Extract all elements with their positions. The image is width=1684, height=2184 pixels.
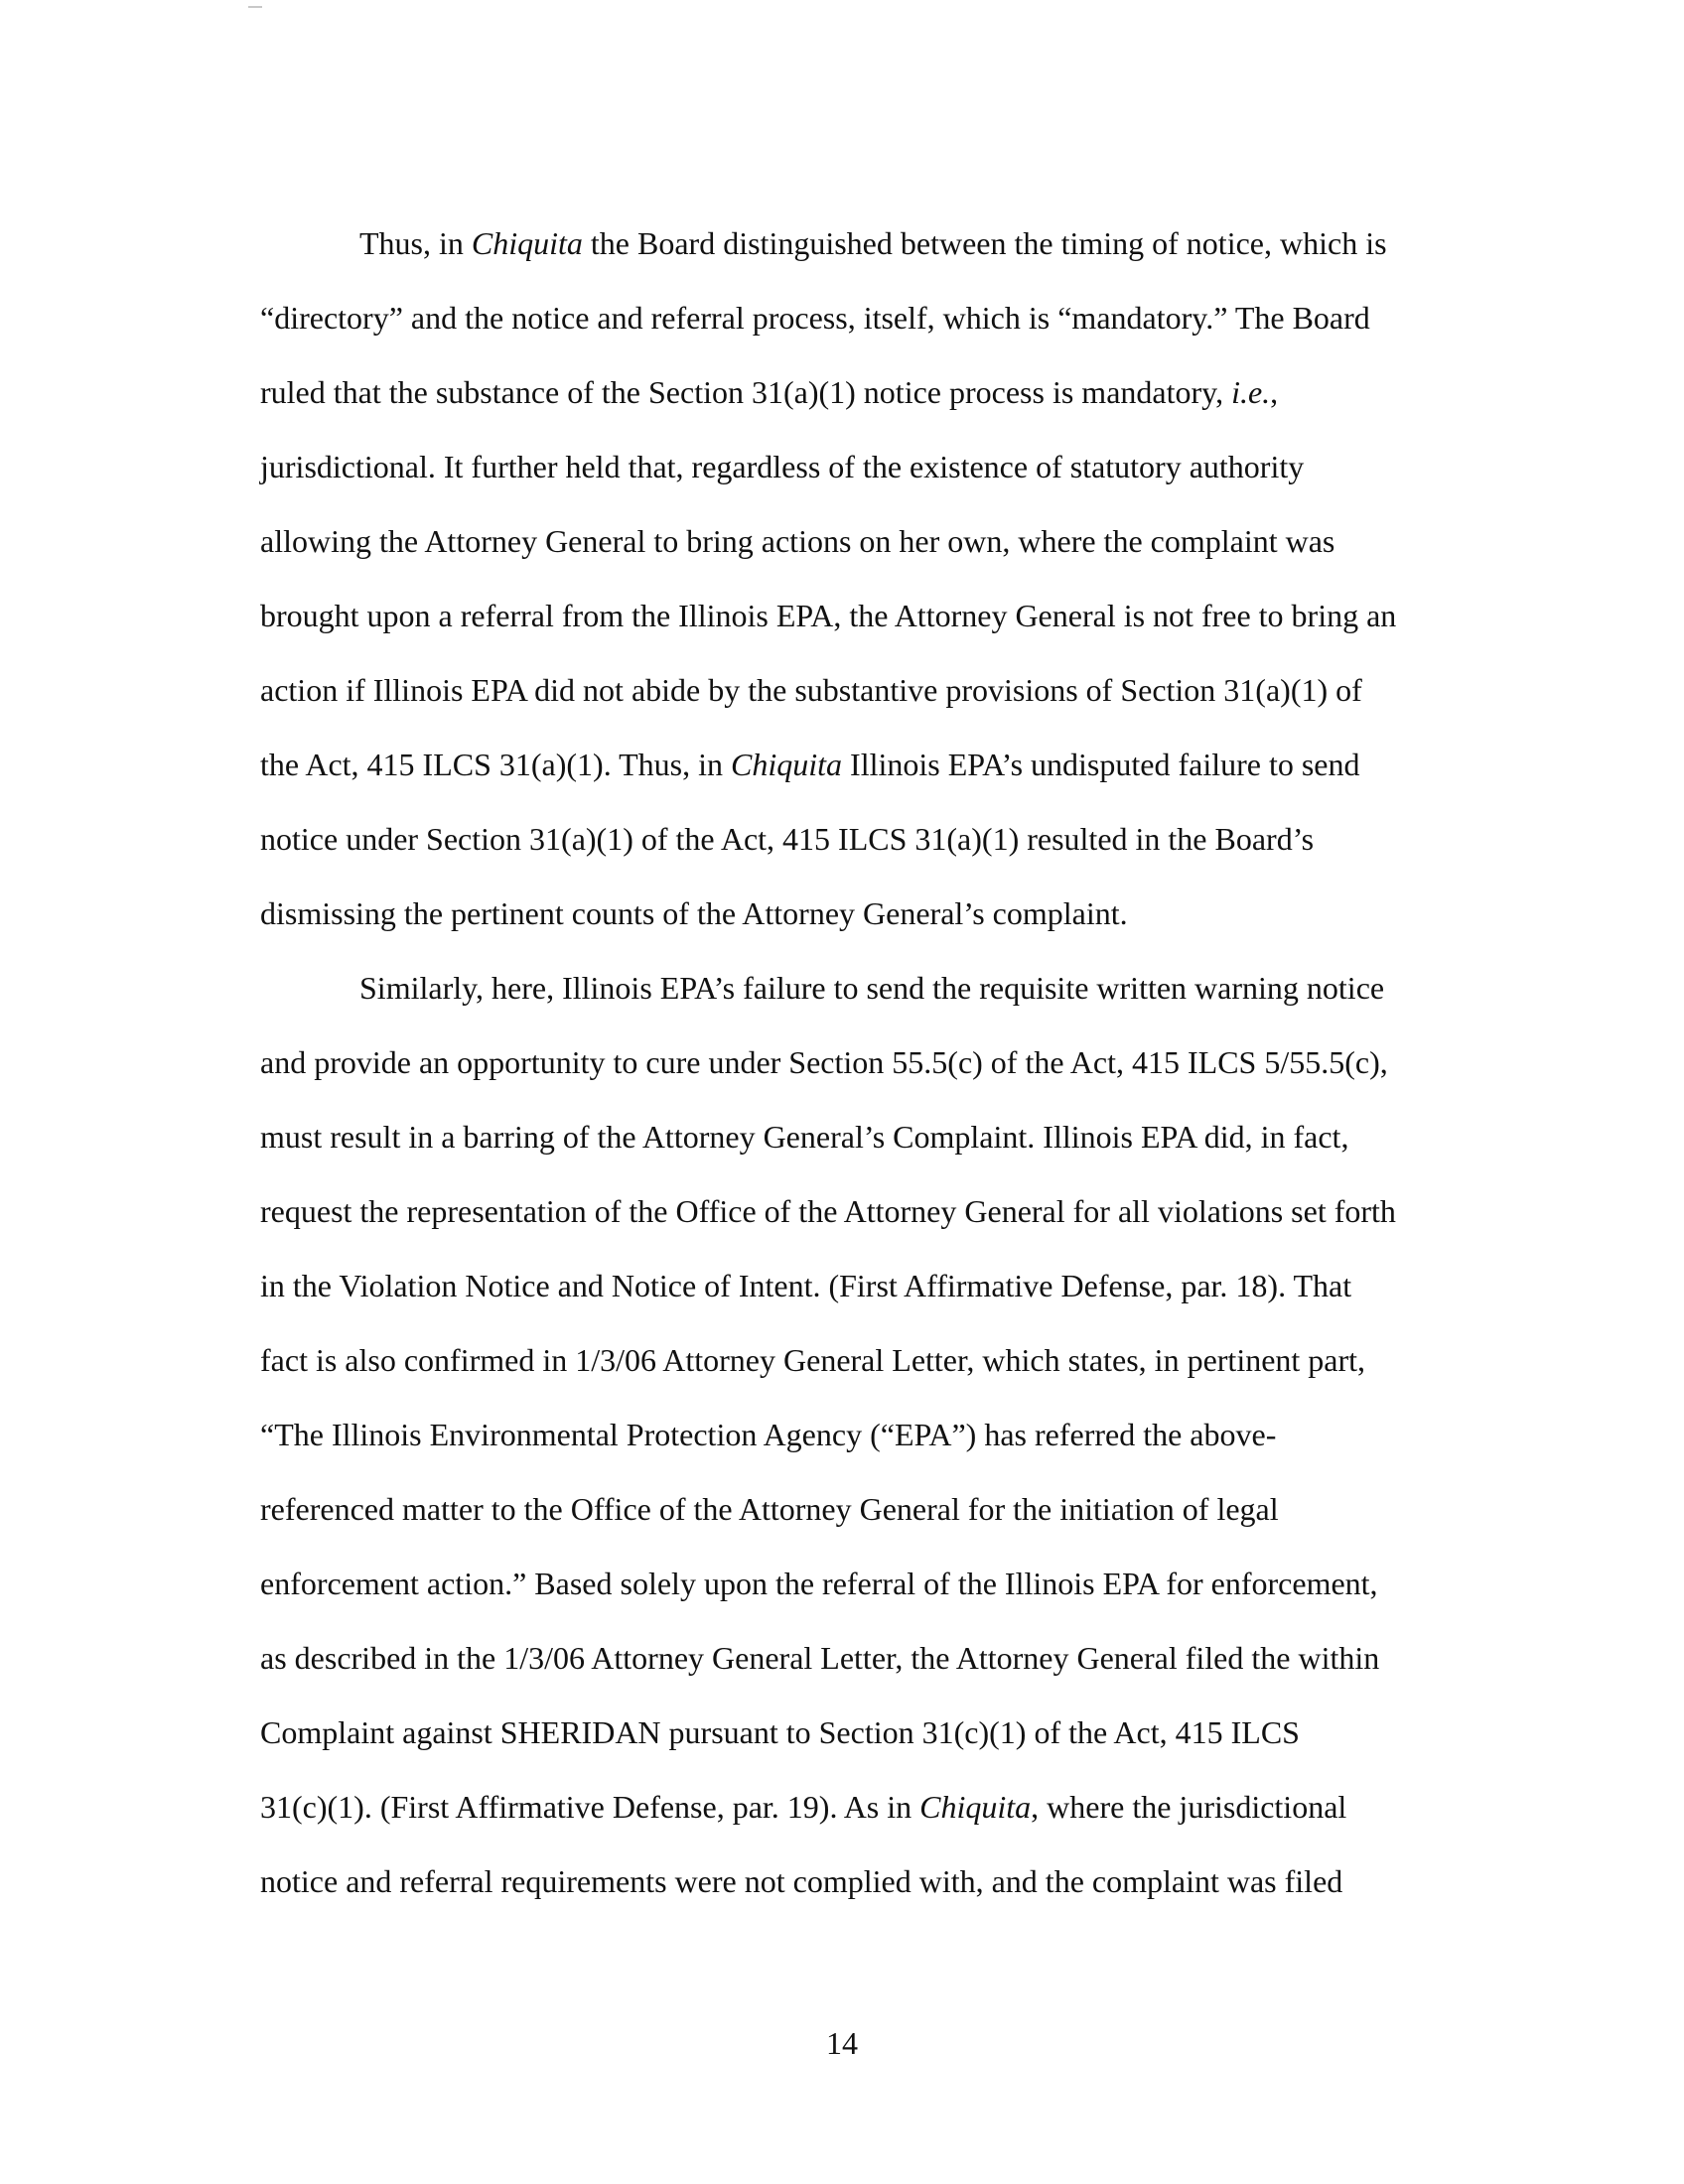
text-line (260, 951, 1432, 1025)
text-segment: must result in a barring of the Attorney General’s Complaint. Illinois EPA did, in fact, (260, 1119, 1349, 1155)
text-line (260, 877, 1432, 951)
text-segment: referenced matter to the Office of the Attorney General for the initiation of legal (260, 1491, 1279, 1527)
text-segment: ruled that the substance of the Section 31(a)(1) notice process is mandatory, (260, 374, 1232, 410)
body-text (260, 206, 1432, 1919)
text-line (260, 1770, 1432, 1844)
text-segment: Thus, in (359, 225, 472, 261)
italic-case-name: i.e. (1231, 374, 1271, 410)
text-segment: in the Violation Notice and Notice of Intent. (First Affirmative Defense, par. 18). That (260, 1268, 1352, 1303)
text-segment: 31(c)(1). (First Affirmative Defense, par. 19). As in (260, 1789, 920, 1825)
text-segment: , where the jurisdictional (1031, 1789, 1347, 1825)
text-line (260, 355, 1432, 430)
text-segment: Illinois EPA’s undisputed failure to send (842, 747, 1360, 782)
text-line (260, 802, 1432, 877)
text-segment: Complaint against SHERIDAN pursuant to Section 31(c)(1) of the Act, 415 ILCS (260, 1714, 1300, 1750)
text-line (260, 206, 1432, 281)
text-line (260, 1323, 1432, 1398)
text-line (260, 1100, 1432, 1174)
text-line (260, 1621, 1432, 1696)
text-line (260, 1472, 1432, 1547)
scan-artifact-mark (248, 6, 262, 8)
text-line (260, 653, 1432, 728)
text-line (260, 728, 1432, 802)
text-line (260, 1174, 1432, 1249)
text-segment: notice under Section 31(a)(1) of the Act, 415 ILCS 31(a)(1) resulted in the Board’s (260, 821, 1315, 857)
italic-case-name: Chiquita (471, 225, 583, 261)
text-line (260, 1844, 1432, 1919)
text-line (260, 504, 1432, 579)
text-segment: the Board distinguished between the timing of notice, which is (582, 225, 1387, 261)
text-segment: brought upon a referral from the Illinois EPA, the Attorney General is not free to bring an (260, 598, 1397, 633)
text-segment: action if Illinois EPA did not abide by the substantive provisions of Section 31(a)(1) of (260, 672, 1362, 708)
text-segment: Similarly, here, Illinois EPA’s failure to send the requisite written warning notice (359, 970, 1385, 1006)
text-segment: allowing the Attorney General to bring actions on her own, where the complaint was (260, 523, 1335, 559)
text-segment: “The Illinois Environmental Protection Agency (“EPA”) has referred the above- (260, 1417, 1277, 1452)
text-segment: as described in the 1/3/06 Attorney General Letter, the Attorney General filed the within (260, 1640, 1380, 1676)
text-segment: request the representation of the Office of the Attorney General for all violations set forth (260, 1193, 1396, 1229)
text-segment: and provide an opportunity to cure under Section 55.5(c) of the Act, 415 ILCS 5/55.5(c), (260, 1044, 1388, 1080)
page-number: 14 (826, 2025, 858, 2061)
text-line (260, 1547, 1432, 1621)
text-line (260, 1398, 1432, 1472)
text-line (260, 1696, 1432, 1770)
text-segment: “directory” and the notice and referral process, itself, which is “mandatory.” The Board (260, 300, 1370, 336)
text-segment: the Act, 415 ILCS 31(a)(1). Thus, in (260, 747, 732, 782)
italic-case-name: Chiquita (731, 747, 843, 782)
text-segment: dismissing the pertinent counts of the Attorney General’s complaint. (260, 895, 1128, 931)
text-line (260, 579, 1432, 653)
text-line (260, 430, 1432, 504)
text-line (260, 1025, 1432, 1100)
text-line (260, 281, 1432, 355)
text-segment: notice and referral requirements were not complied with, and the complaint was filed (260, 1863, 1343, 1899)
text-segment: enforcement action.” Based solely upon the referral of the Illinois EPA for enforcement, (260, 1566, 1378, 1601)
text-segment: fact is also confirmed in 1/3/06 Attorney General Letter, which states, in pertinent part, (260, 1342, 1366, 1378)
text-segment: jurisdictional. It further held that, regardless of the existence of statutory authority (260, 449, 1305, 484)
text-line (260, 1249, 1432, 1323)
italic-case-name: Chiquita (919, 1789, 1032, 1825)
text-segment: , (1270, 374, 1279, 410)
